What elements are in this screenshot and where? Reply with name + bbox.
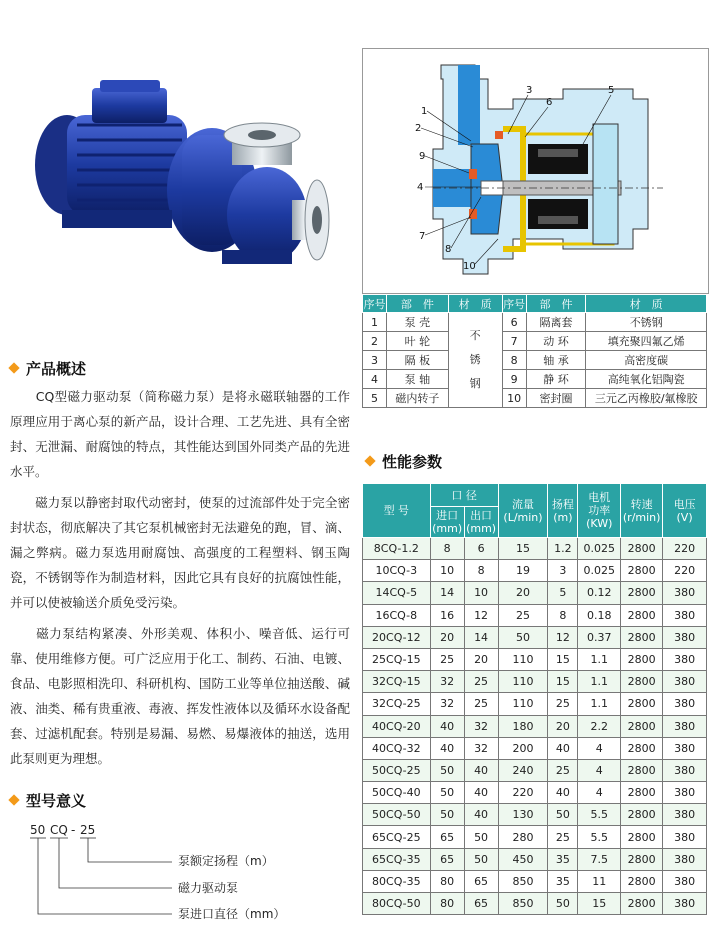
overview-paragraph-2: 磁力泵以静密封取代动密封，使泵的过流部件处于完全密封状态，彻底解决了其它泵机械密封无法避免的跑，冒、滴、漏之弊病。磁力泵选用耐腐蚀、高强度的工程塑料、钢玉陶瓷，不锈钢等作为制造材料，因此它具有良好的抗腐蚀性能，并可以使被输送介质免受污染。: [10, 495, 350, 610]
cell-model: 10CQ-3: [363, 560, 431, 582]
cell-model: 40CQ-20: [363, 715, 431, 737]
performance-title: 性能参数: [382, 453, 443, 471]
cell-speed: 2800: [621, 538, 663, 560]
cell-flow: 850: [498, 870, 548, 892]
cell-speed: 2800: [621, 715, 663, 737]
cell-speed: 2800: [621, 737, 663, 759]
cell-flow: 240: [498, 759, 548, 781]
cell-speed: 2800: [621, 826, 663, 848]
cell-voltage: 380: [663, 648, 707, 670]
col-head: 扬程 (m): [548, 484, 578, 538]
cell-head: 50: [548, 893, 578, 915]
cell-outlet: 12: [464, 604, 498, 626]
col-voltage: 电压 (V): [663, 484, 707, 538]
col-outlet: 出口 (mm): [464, 507, 498, 538]
cell-inlet: 20: [430, 626, 464, 648]
cell-voltage: 380: [663, 804, 707, 826]
part-name: 泵 壳: [386, 313, 448, 332]
cell-head: 8: [548, 604, 578, 626]
part-no: 10: [502, 389, 526, 408]
cell-flow: 200: [498, 737, 548, 759]
diagram-label-2: 2: [415, 123, 422, 134]
table-row: [363, 737, 707, 759]
diamond-icon: [8, 794, 19, 805]
cell-head: 40: [548, 737, 578, 759]
material-char: 锈: [469, 353, 481, 366]
cell-outlet: 32: [464, 715, 498, 737]
cell-voltage: 380: [663, 737, 707, 759]
cell-voltage: 380: [663, 826, 707, 848]
cell-flow: 220: [498, 782, 548, 804]
table-row: [363, 782, 707, 804]
cell-power: 0.12: [578, 582, 621, 604]
table-row: [363, 332, 707, 351]
cell-inlet: 50: [430, 804, 464, 826]
cell-flow: 450: [498, 848, 548, 870]
cell-inlet: 40: [430, 737, 464, 759]
cell-outlet: 40: [464, 759, 498, 781]
cell-model: 16CQ-8: [363, 604, 431, 626]
shared-material: [448, 313, 502, 408]
cell-voltage: 380: [663, 693, 707, 715]
cell-outlet: 25: [464, 693, 498, 715]
cell-flow: 180: [498, 715, 548, 737]
parts-table: [362, 294, 707, 408]
header-no: 序号: [363, 295, 387, 313]
diagram-label-5: 5: [608, 85, 615, 96]
table-row: [363, 715, 707, 737]
code-25: 25: [80, 823, 96, 837]
overview-heading: [10, 358, 86, 379]
model-code-diagram: [20, 820, 340, 930]
cell-outlet: 50: [464, 848, 498, 870]
table-row: [363, 693, 707, 715]
performance-heading: [366, 451, 442, 472]
diagram-label-3: 3: [526, 85, 533, 96]
part-name: 隔离套: [526, 313, 586, 332]
col-flow: 流量 (L/min): [498, 484, 548, 538]
cell-power: 5.5: [578, 826, 621, 848]
cell-power: 15: [578, 893, 621, 915]
cell-flow: 130: [498, 804, 548, 826]
cell-inlet: 50: [430, 759, 464, 781]
code-dash: -: [71, 823, 76, 837]
cell-outlet: 40: [464, 782, 498, 804]
cell-power: 7.5: [578, 848, 621, 870]
cell-speed: 2800: [621, 870, 663, 892]
diagram-label-7: 7: [419, 231, 426, 242]
cell-inlet: 8: [430, 538, 464, 560]
cell-inlet: 25: [430, 648, 464, 670]
code-50: 50: [30, 823, 46, 837]
cell-head: 50: [548, 804, 578, 826]
diagram-label-4: 4: [417, 182, 424, 193]
cell-power: 0.18: [578, 604, 621, 626]
cell-flow: 20: [498, 582, 548, 604]
cell-inlet: 65: [430, 826, 464, 848]
cell-outlet: 6: [464, 538, 498, 560]
cell-outlet: 10: [464, 582, 498, 604]
cell-voltage: 380: [663, 604, 707, 626]
cell-flow: 19: [498, 560, 548, 582]
cell-speed: 2800: [621, 759, 663, 781]
cell-flow: 15: [498, 538, 548, 560]
performance-header-row-1: [363, 484, 707, 507]
cell-head: 1.2: [548, 538, 578, 560]
cell-head: 35: [548, 870, 578, 892]
material-char: 钢: [469, 377, 481, 390]
cell-head: 20: [548, 715, 578, 737]
part-no: 9: [502, 370, 526, 389]
table-row: [363, 826, 707, 848]
overview-title: 产品概述: [26, 360, 87, 378]
cell-voltage: 380: [663, 848, 707, 870]
cell-model: 32CQ-15: [363, 671, 431, 693]
cell-model: 80CQ-50: [363, 893, 431, 915]
col-inlet: 进口 (mm): [430, 507, 464, 538]
diamond-icon: [364, 455, 375, 466]
model-meaning-title: 型号意义: [26, 792, 87, 810]
cell-speed: 2800: [621, 560, 663, 582]
part-no: 1: [363, 313, 387, 332]
cell-power: 2.2: [578, 715, 621, 737]
cell-model: 65CQ-25: [363, 826, 431, 848]
cell-head: 15: [548, 671, 578, 693]
diagram-label-8: 8: [445, 244, 452, 255]
cell-voltage: 380: [663, 715, 707, 737]
diagram-label-1: 1: [421, 106, 428, 117]
header-part-2: 部 件: [526, 295, 586, 313]
code-cq: CQ: [50, 823, 68, 837]
header-part: 部 件: [386, 295, 448, 313]
cell-model: 20CQ-12: [363, 626, 431, 648]
cell-voltage: 380: [663, 671, 707, 693]
model-meaning-heading: [10, 790, 86, 811]
cell-power: 1.1: [578, 671, 621, 693]
part-material: 三元乙丙橡胶/氟橡胶: [586, 389, 707, 408]
cell-flow: 25: [498, 604, 548, 626]
cell-head: 35: [548, 848, 578, 870]
cell-outlet: 14: [464, 626, 498, 648]
cell-model: 32CQ-25: [363, 693, 431, 715]
part-material: 高密度碳: [586, 351, 707, 370]
cell-inlet: 32: [430, 693, 464, 715]
cell-head: 40: [548, 782, 578, 804]
cell-head: 15: [548, 648, 578, 670]
part-name: 动 环: [526, 332, 586, 351]
cell-model: 65CQ-35: [363, 848, 431, 870]
cell-speed: 2800: [621, 804, 663, 826]
overview-text: [10, 384, 350, 771]
cell-power: 0.37: [578, 626, 621, 648]
table-row: [363, 848, 707, 870]
header-no-2: 序号: [502, 295, 526, 313]
overview-paragraph-3: 磁力泵结构紧凑、外形美观、体积小、噪音低、运行可靠、使用维修方便。可广泛应用于化工、制药、石油、电镀、食品、电影照相洗印、科研机构、国防工业等单位抽送酸、碱液、油类、稀有贵重液、毒液、挥发性液体以及循环水设备配套、过滤机配套。特别是易漏、易燃、易爆液体的抽送，选用此泵则更为理想。: [10, 626, 350, 766]
table-row: [363, 759, 707, 781]
cell-flow: 50: [498, 626, 548, 648]
cell-head: 25: [548, 759, 578, 781]
cell-power: 5.5: [578, 804, 621, 826]
table-row: [363, 804, 707, 826]
part-name: 泵 轴: [386, 370, 448, 389]
diamond-icon: [8, 362, 19, 373]
cell-inlet: 16: [430, 604, 464, 626]
cell-model: 50CQ-25: [363, 759, 431, 781]
pump-photo: [22, 70, 332, 280]
cross-section-diagram: [362, 48, 709, 294]
table-row: [363, 389, 707, 408]
cell-speed: 2800: [621, 671, 663, 693]
cell-inlet: 14: [430, 582, 464, 604]
cell-head: 3: [548, 560, 578, 582]
table-row: [363, 370, 707, 389]
table-row: [363, 560, 707, 582]
meaning-drive: 磁力驱动泵: [178, 881, 239, 895]
cell-model: 50CQ-40: [363, 782, 431, 804]
cell-voltage: 380: [663, 870, 707, 892]
diagram-label-9: 9: [419, 151, 426, 162]
meaning-head: 泵额定扬程（m）: [178, 854, 274, 868]
part-no: 4: [363, 370, 387, 389]
part-name: 隔 板: [386, 351, 448, 370]
cell-power: 11: [578, 870, 621, 892]
cell-head: 12: [548, 626, 578, 648]
cell-speed: 2800: [621, 893, 663, 915]
parts-table-header: [363, 295, 707, 313]
cell-voltage: 380: [663, 582, 707, 604]
col-caliber: 口 径: [430, 484, 498, 507]
part-no: 5: [363, 389, 387, 408]
part-no: 6: [502, 313, 526, 332]
part-name: 密封圈: [526, 389, 586, 408]
cell-inlet: 32: [430, 671, 464, 693]
cell-outlet: 40: [464, 804, 498, 826]
cell-flow: 110: [498, 671, 548, 693]
cell-model: 40CQ-32: [363, 737, 431, 759]
diagram-label-6: 6: [546, 97, 553, 108]
cell-outlet: 32: [464, 737, 498, 759]
col-speed: 转速 (r/min): [621, 484, 663, 538]
cell-flow: 110: [498, 693, 548, 715]
cell-power: 4: [578, 759, 621, 781]
part-no: 8: [502, 351, 526, 370]
cell-head: 25: [548, 693, 578, 715]
cell-inlet: 65: [430, 848, 464, 870]
table-row: [363, 870, 707, 892]
table-row: [363, 648, 707, 670]
part-no: 2: [363, 332, 387, 351]
cell-inlet: 40: [430, 715, 464, 737]
cell-model: 25CQ-15: [363, 648, 431, 670]
cell-speed: 2800: [621, 604, 663, 626]
cell-speed: 2800: [621, 848, 663, 870]
cell-power: 4: [578, 737, 621, 759]
cell-power: 1.1: [578, 693, 621, 715]
part-material: 填充聚四氟乙烯: [586, 332, 707, 351]
cell-outlet: 50: [464, 826, 498, 848]
cell-inlet: 80: [430, 893, 464, 915]
diagram-label-10: 10: [463, 261, 476, 272]
cell-voltage: 220: [663, 560, 707, 582]
cell-model: 8CQ-1.2: [363, 538, 431, 560]
cell-power: 0.025: [578, 538, 621, 560]
part-material: 高纯氧化铝陶瓷: [586, 370, 707, 389]
table-row: [363, 604, 707, 626]
cell-power: 0.025: [578, 560, 621, 582]
cell-outlet: 20: [464, 648, 498, 670]
cell-inlet: 80: [430, 870, 464, 892]
cell-voltage: 380: [663, 759, 707, 781]
cell-speed: 2800: [621, 782, 663, 804]
cell-power: 4: [578, 782, 621, 804]
cell-outlet: 65: [464, 870, 498, 892]
cell-speed: 2800: [621, 582, 663, 604]
cell-voltage: 380: [663, 893, 707, 915]
part-no: 7: [502, 332, 526, 351]
part-name: 磁内转子: [386, 389, 448, 408]
cell-model: 80CQ-35: [363, 870, 431, 892]
cell-model: 50CQ-50: [363, 804, 431, 826]
part-name: 轴 承: [526, 351, 586, 370]
part-material: 不锈钢: [586, 313, 707, 332]
cell-outlet: 8: [464, 560, 498, 582]
overview-paragraph-1: CQ型磁力驱动泵（简称磁力泵）是将永磁联轴器的工作原理应用于离心泵的新产品，设计合理、工艺先进、具有全密封、无泄漏、耐腐蚀的特点，其性能达到国外同类产品的先进水平。: [10, 389, 350, 479]
part-name: 静 环: [526, 370, 586, 389]
cell-voltage: 380: [663, 782, 707, 804]
table-row: [363, 671, 707, 693]
performance-table: [362, 483, 707, 915]
part-no: 3: [363, 351, 387, 370]
cross-section-drawing: [363, 49, 708, 293]
cell-flow: 850: [498, 893, 548, 915]
cell-inlet: 50: [430, 782, 464, 804]
table-row: [363, 893, 707, 915]
material-char: 不: [469, 329, 481, 342]
cell-inlet: 10: [430, 560, 464, 582]
cell-flow: 110: [498, 648, 548, 670]
cell-power: 1.1: [578, 648, 621, 670]
table-row: [363, 313, 707, 332]
table-row: [363, 538, 707, 560]
table-row: [363, 351, 707, 370]
table-row: [363, 582, 707, 604]
cell-voltage: 380: [663, 626, 707, 648]
cell-head: 25: [548, 826, 578, 848]
cell-speed: 2800: [621, 648, 663, 670]
cell-speed: 2800: [621, 626, 663, 648]
cell-model: 14CQ-5: [363, 582, 431, 604]
cell-head: 5: [548, 582, 578, 604]
cell-flow: 280: [498, 826, 548, 848]
meaning-inlet: 泵进口直径（mm）: [178, 907, 286, 921]
overview-section: [10, 358, 86, 379]
cell-voltage: 220: [663, 538, 707, 560]
col-model: 型 号: [363, 484, 431, 538]
cell-outlet: 25: [464, 671, 498, 693]
col-power: 电机 功率 (KW): [578, 484, 621, 538]
cell-outlet: 65: [464, 893, 498, 915]
header-material: 材 质: [448, 295, 502, 313]
part-name: 叶 轮: [386, 332, 448, 351]
cell-speed: 2800: [621, 693, 663, 715]
table-row: [363, 626, 707, 648]
header-material-2: 材 质: [586, 295, 707, 313]
